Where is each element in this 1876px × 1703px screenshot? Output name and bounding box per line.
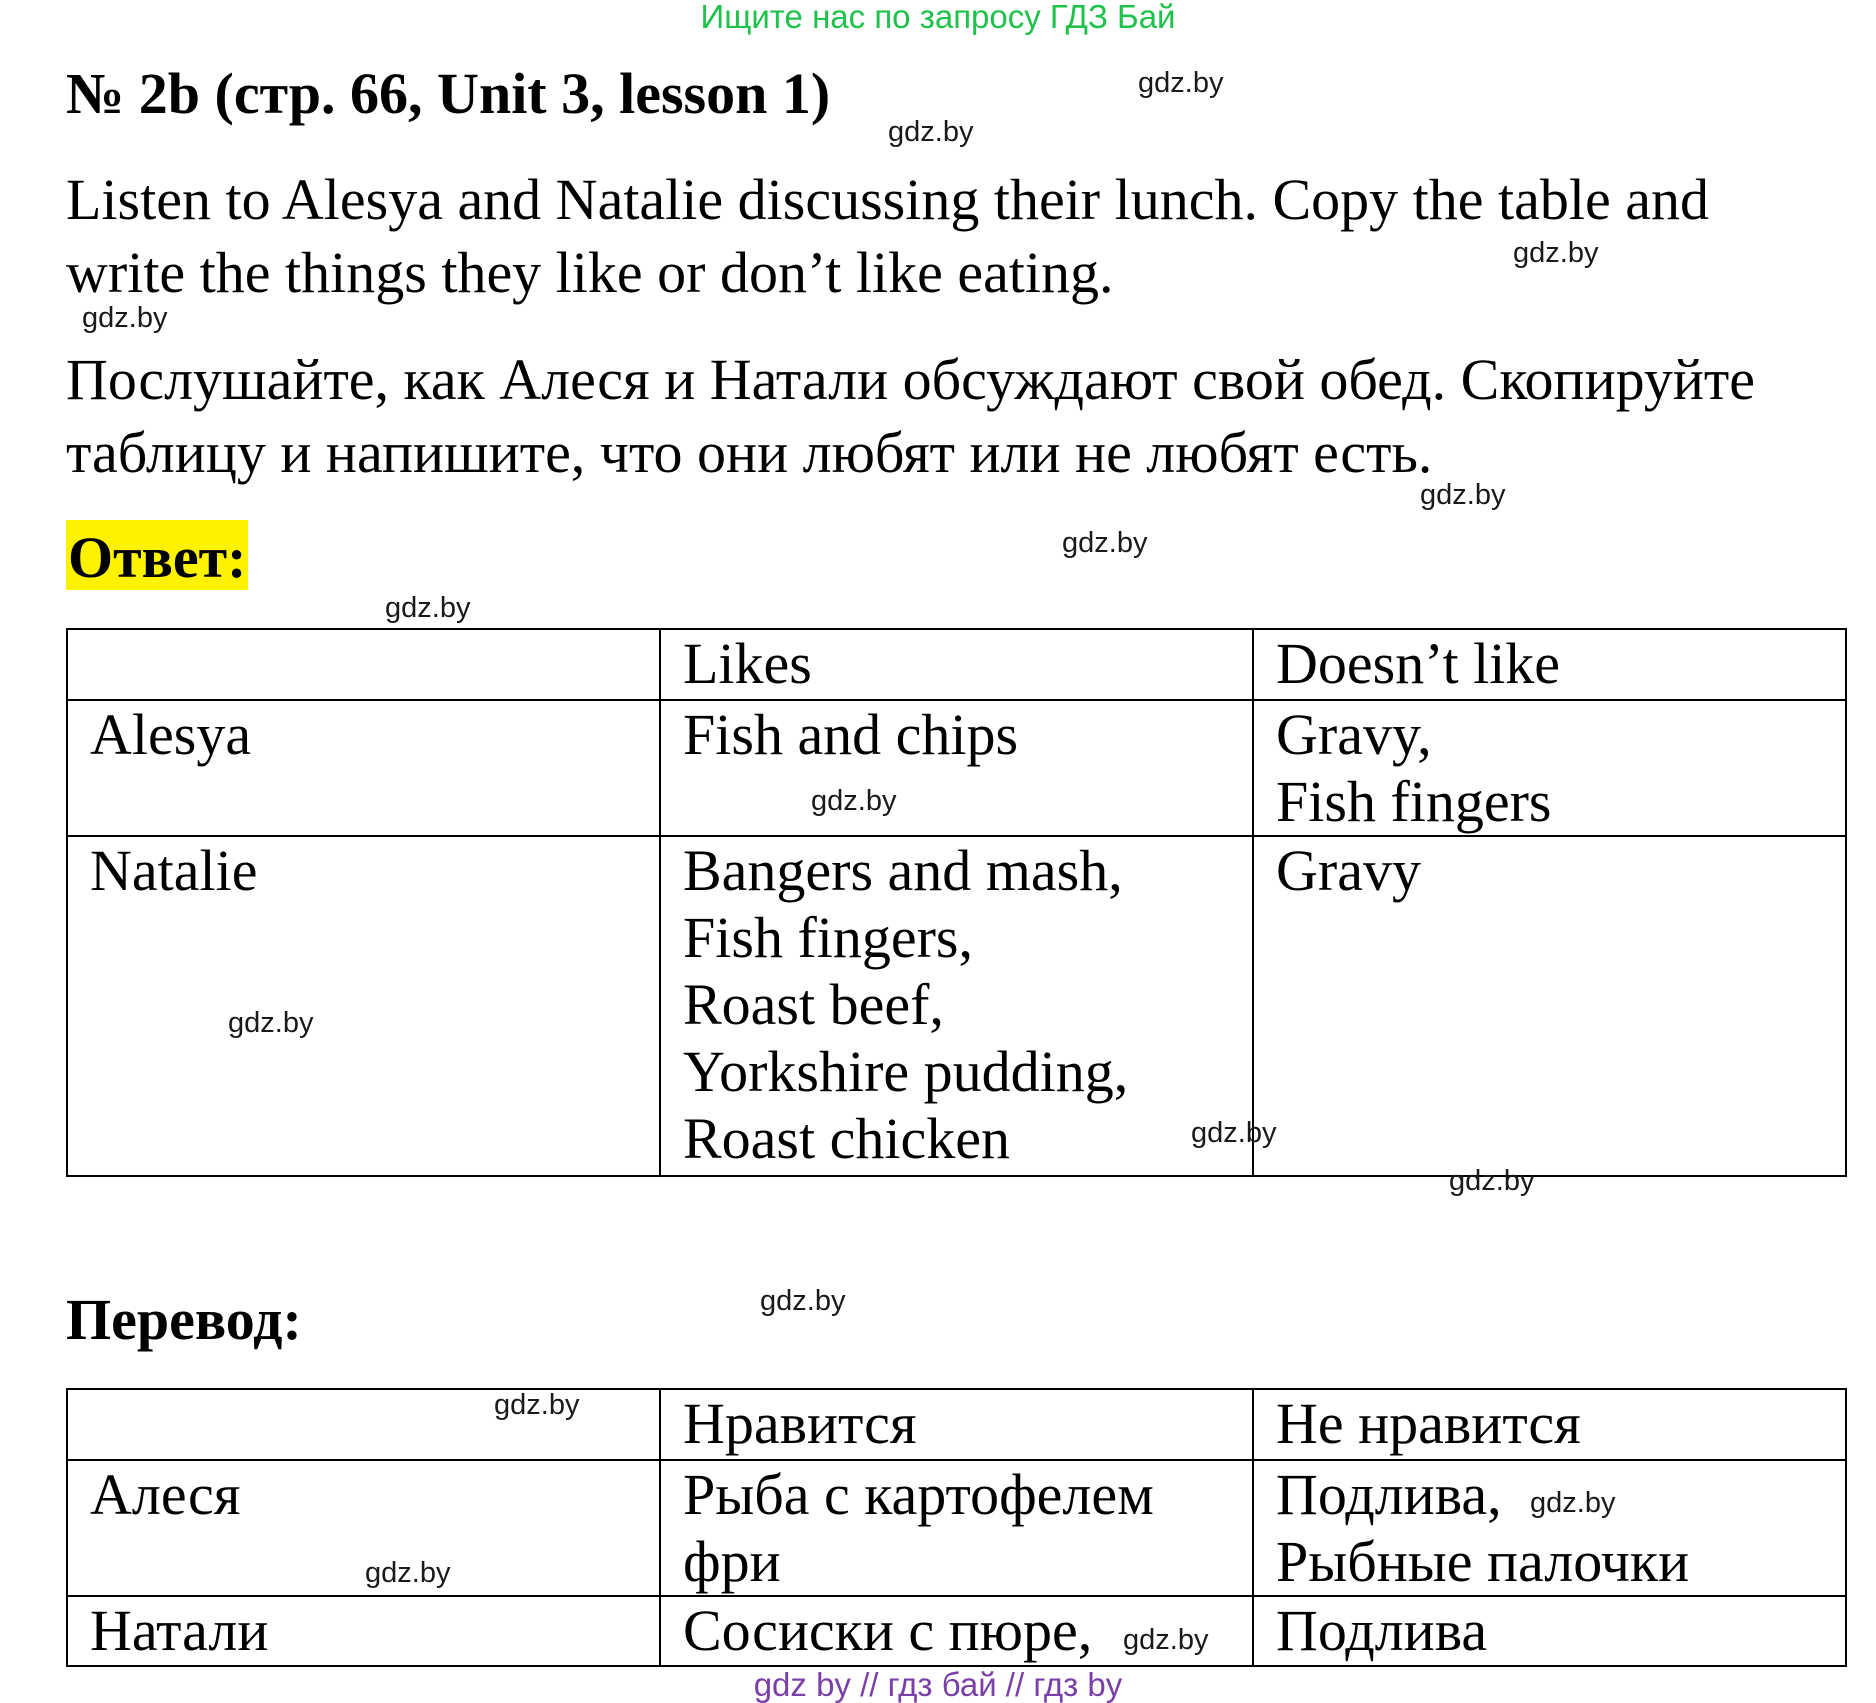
food-item: Yorkshire pudding, xyxy=(683,1039,1129,1104)
table-row xyxy=(67,1460,1846,1596)
task-text-russian-line: таблицу и напишите, что они любят или не любят есть. xyxy=(66,420,1433,485)
header-cell-dislikes: Не нравится xyxy=(1253,1389,1846,1460)
watermark: gdz.by xyxy=(365,1557,451,1589)
watermark: gdz.by xyxy=(888,116,974,148)
food-item: Roast beef, xyxy=(683,972,944,1037)
food-item: Gravy, xyxy=(1276,702,1432,767)
task-text-english-line: Listen to Alesya and Natalie discussing their lunch. Copy the table and xyxy=(66,167,1709,232)
food-item: Подлива, xyxy=(1276,1462,1502,1527)
translation-table xyxy=(66,1388,1847,1667)
watermark: gdz.by xyxy=(1062,527,1148,559)
food-item: Рыбные палочки xyxy=(1276,1529,1690,1594)
likes-cell xyxy=(660,700,1253,836)
watermark: gdz.by xyxy=(1530,1487,1616,1519)
dislikes-cell xyxy=(1253,1460,1846,1596)
header-cell-likes: Нравится xyxy=(660,1389,1253,1460)
name-cell: Алеся xyxy=(67,1460,660,1596)
table-header-row xyxy=(67,629,1846,700)
watermark: gdz.by xyxy=(1123,1624,1209,1656)
food-item: Сосиски с пюре, xyxy=(683,1598,1093,1663)
answer-table xyxy=(66,628,1847,1177)
footer-watermark: gdz by // гдз бай // гдз by xyxy=(753,1666,1123,1703)
watermark: gdz.by xyxy=(1420,479,1506,511)
food-item: Fish fingers xyxy=(1276,769,1552,834)
table-header-row xyxy=(67,1389,1846,1460)
likes-cell xyxy=(660,1460,1253,1596)
likes-cell xyxy=(660,836,1253,1176)
watermark: gdz.by xyxy=(82,302,168,334)
dislikes-cell xyxy=(1253,836,1846,1176)
watermark: gdz.by xyxy=(385,592,471,624)
watermark: gdz.by xyxy=(1449,1165,1535,1197)
name-cell: Натали xyxy=(67,1596,660,1666)
watermark: gdz.by xyxy=(1513,237,1599,269)
header-cell-likes: Likes xyxy=(660,629,1253,700)
task-text-english-line: write the things they like or don’t like eating. xyxy=(66,240,1114,305)
watermark: gdz.by xyxy=(760,1285,846,1317)
exercise-title: № 2b (стр. 66, Unit 3, lesson 1) xyxy=(66,61,831,126)
food-item: фри xyxy=(683,1529,781,1594)
table-row xyxy=(67,1596,1846,1666)
task-text-russian xyxy=(66,343,1866,489)
table-row xyxy=(67,836,1846,1176)
dislikes-cell xyxy=(1253,1596,1846,1666)
header-cell-dislikes: Doesn’t like xyxy=(1253,629,1846,700)
task-text-russian-line: Послушайте, как Алеся и Натали обсуждают свой обед. Скопируйте xyxy=(66,347,1755,412)
food-item: Fish and chips xyxy=(683,702,1019,767)
watermark: gdz.by xyxy=(811,785,897,817)
watermark: gdz.by xyxy=(228,1007,314,1039)
header-cell-empty xyxy=(67,629,660,700)
watermark: gdz.by xyxy=(1138,67,1224,99)
food-item: Fish fingers, xyxy=(683,905,973,970)
task-text-english xyxy=(66,163,1866,309)
food-item: Подлива xyxy=(1276,1598,1488,1663)
watermark: gdz.by xyxy=(494,1389,580,1421)
name-cell: Natalie xyxy=(67,836,660,1176)
watermark: gdz.by xyxy=(1191,1117,1277,1149)
food-item: Bangers and mash, xyxy=(683,838,1123,903)
food-item: Рыба с картофелем xyxy=(683,1462,1154,1527)
food-item: Gravy xyxy=(1276,838,1421,903)
translation-heading: Перевод: xyxy=(66,1287,302,1352)
table-row xyxy=(67,700,1846,836)
name-cell: Alesya xyxy=(67,700,660,836)
dislikes-cell xyxy=(1253,700,1846,836)
answer-heading: Ответ: xyxy=(66,520,248,590)
search-banner: Ищите нас по запросу ГДЗ Бай xyxy=(700,0,1176,35)
food-item: Roast chicken xyxy=(683,1106,1010,1171)
